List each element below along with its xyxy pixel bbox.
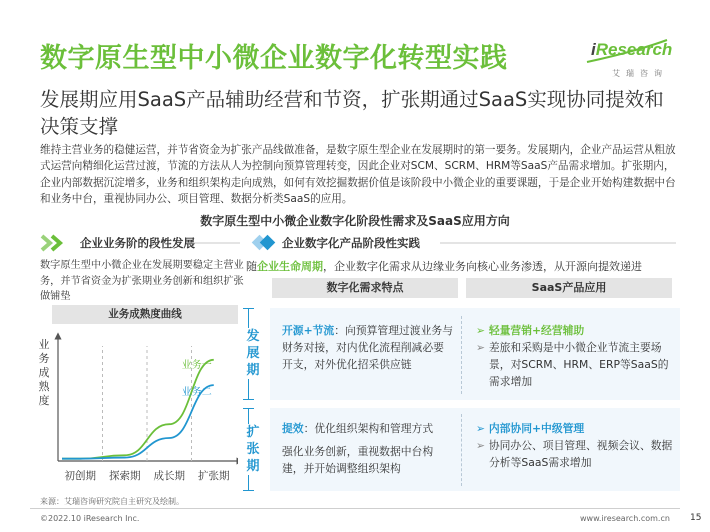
right-panel-intro: 随企业生命周期，企业数字化需求从边缘业务向核心业务渗透，从开源向提效递进	[246, 260, 642, 273]
y-axis-label	[39, 337, 51, 407]
column-head-saas: SaaS产品应用	[466, 278, 672, 298]
stage1-app-text: ➢ 差旅和采购是中小微企业节流主要场景，对SCRM、HRM、ERP等SaaS的需求增加	[476, 341, 669, 388]
stage1-app-title: ➢ 轻量营销+经营辅助	[476, 324, 585, 337]
intro-paragraph: 维持主营业务的稳健运营，并节省资金为扩张产品线做准备，是数字原生型企业在发展期时的第一要务。发展期内，企业产品运营从粗放式运营向精细化运营过渡，节流的方法从人为控制向预算管理转变，因此企业对SCM、SCRM、HRM等SaaS产品需求增加。扩张期内，企业内部数据沉淀增多，业务和组织架构走向成熟，如何有效挖掘数据价值是该阶段中小微企业的重要课题，于是企业开始构建数据中台和业务中台，重视协同办公、项目管理、数据分析类SaaS的应用。	[40, 144, 676, 206]
y-axis-label-char: 度	[38, 394, 50, 407]
right-panel-heading-text: 企业数字化产品阶段性实践	[282, 236, 420, 250]
column-head-needs: 数字化需求特点	[272, 278, 458, 298]
column-divider	[461, 414, 462, 486]
maturity-chart	[36, 326, 246, 496]
column-divider	[461, 316, 462, 394]
right-panel-heading	[246, 233, 676, 253]
heading-underline	[40, 233, 240, 253]
series-label: 业务二	[181, 387, 212, 399]
section-title: 数字原生型中小微企业数字化阶段性需求及SaaS应用方向	[200, 214, 510, 228]
stage1-needs: 开源+节流：向预算管理过渡业务与财务对接，对内优化流程削减必要开支，对外优化招采供应链	[282, 324, 453, 371]
heading-underline	[246, 233, 676, 253]
iresearch-logo	[585, 38, 673, 66]
logo-cn-text: 艾瑞咨询	[612, 69, 668, 78]
x-tick-label: 探索期	[109, 470, 141, 482]
left-panel-heading	[40, 233, 240, 253]
stage2-needs-line2: 强化业务创新，重视数据中台构建，并开始调整组织架构	[282, 445, 434, 475]
page-subtitle: 发展期应用SaaS产品辅助经营和节资，扩张期通过SaaS实现协同提效和决策支撑	[40, 88, 664, 138]
logo-wordmark: iResearch	[591, 40, 673, 59]
y-axis-label-char: 务	[38, 352, 50, 365]
left-panel-heading-text: 企业业务阶的段性发展	[80, 236, 195, 250]
footer-divider	[30, 508, 680, 509]
stage2-app-text: ➢ 协同办公、项目管理、视频会议、数据分析等SaaS需求增加	[476, 439, 673, 469]
lifecycle-highlight: 企业生命周期	[257, 260, 323, 273]
y-axis-label-char: 业	[38, 338, 50, 351]
series-line	[62, 360, 214, 459]
series-label: 业务一	[181, 359, 212, 371]
x-tick-label: 初创期	[64, 470, 96, 482]
maturity-chart-svg	[36, 326, 246, 496]
stage2-app-title: ➢ 内部协同+中级管理	[476, 422, 585, 435]
page-title: 数字原生型中小微企业数字化转型实践	[40, 43, 508, 74]
y-axis-label-char: 熟	[38, 380, 50, 393]
y-axis-label-char: 成	[38, 366, 50, 379]
page-number: 15	[690, 513, 702, 523]
website-link[interactable]: www.iresearch.com.cn	[580, 514, 670, 523]
stage-label-expansion: 扩 张 期	[238, 424, 268, 475]
x-tick-label: 扩张期	[198, 470, 230, 482]
copyright: ©2022.10 iResearch Inc.	[40, 514, 140, 523]
x-tick-label: 成长期	[153, 470, 185, 482]
left-panel-description: 数字原生型中小微企业在发展期要稳定主营业务，并节省资金为扩张期业务创新和组织扩张做铺垫	[40, 260, 244, 303]
source-note: 来源：艾瑞咨询研究院自主研究及绘制。	[40, 497, 184, 506]
stage2-needs-line1: 提效：优化组织架构和管理方式	[282, 422, 434, 435]
stage-label-development: 发 展 期	[238, 328, 268, 379]
curve-heading: 业务成熟度曲线	[52, 305, 238, 324]
